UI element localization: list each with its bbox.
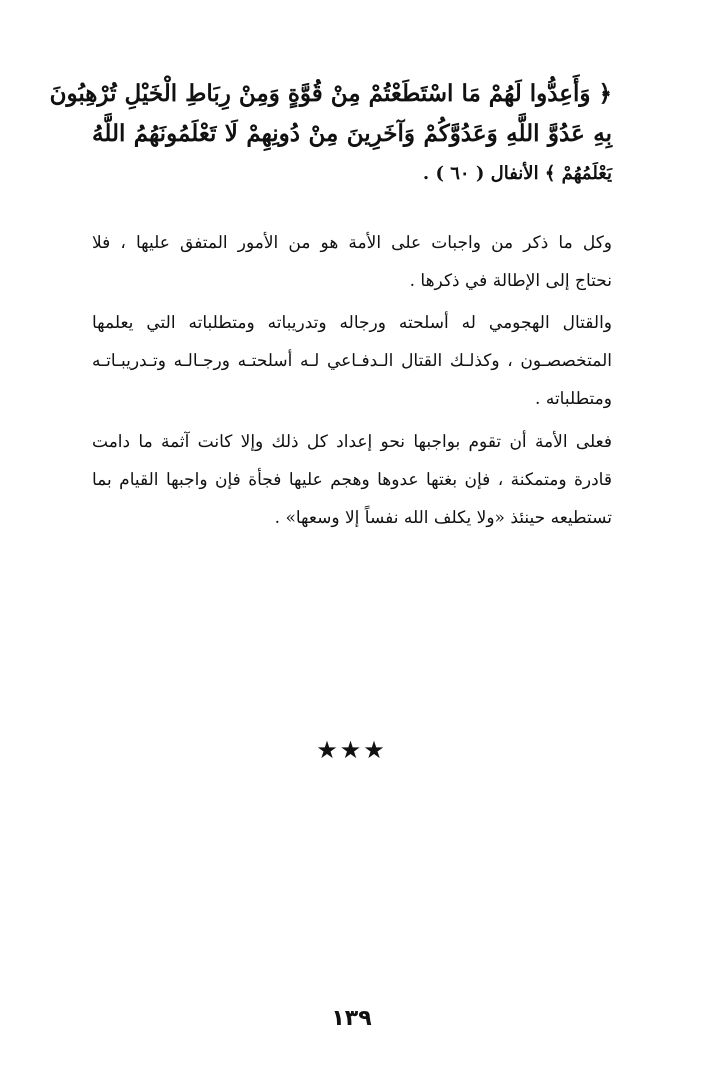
paragraph-combat — [92, 304, 612, 418]
paragraph-line: المتخصصـون ، وكذلـك القتال الـدفـاعي لـه أسلحتـه ورجـالـه وتـدريبـاتـه — [92, 351, 612, 371]
paragraph-duty — [92, 423, 612, 537]
section-separator-stars: ★★★ — [316, 736, 387, 764]
paragraph-line: والقتال الهجومي له أسلحته ورجاله وتدريباته ومتطلباته التي يعلمها — [92, 313, 612, 333]
verse-line-citation: يَعْلَمُهُمْ ﴾ الأنفال ( ٦٠ ) . — [422, 163, 612, 184]
quran-verse — [49, 74, 612, 194]
paragraph-line: ومتطلباته . — [535, 389, 612, 409]
paragraph-line: قادرة ومتمكنة ، فإن بغتها عدوها وهجم عليها فجأة فإن واجبها القيام بما — [92, 470, 612, 490]
paragraph-line: تستطيعه حينئذ «ولا يكلف الله نفساً إلا وسعها» . — [274, 508, 612, 528]
paragraph-line: وكل ما ذكر من واجبات على الأمة هو من الأمور المتفق عليها ، فلا — [92, 233, 612, 253]
paragraph-line: فعلى الأمة أن تقوم بواجبها نحو إعداد كل ذلك وإلا كانت آثمة ما دامت — [92, 432, 612, 452]
paragraph-line: نحتاج إلى الإطالة في ذكرها . — [409, 271, 612, 291]
page-number: ١٣٩ — [331, 1006, 372, 1031]
paragraph-obligations — [92, 224, 612, 300]
verse-line: ﴿ وَأَعِدُّوا لَهُمْ مَا اسْتَطَعْتُمْ مِنْ قُوَّةٍ وَمِنْ رِبَاطِ الْخَيْلِ تُرْهِبُونَ — [49, 80, 612, 107]
verse-line: بِهِ عَدُوَّ اللَّهِ وَعَدُوَّكُمْ وَآخَرِينَ مِنْ دُونِهِمْ لَا تَعْلَمُونَهُمُ اللَّهُ — [92, 120, 612, 147]
